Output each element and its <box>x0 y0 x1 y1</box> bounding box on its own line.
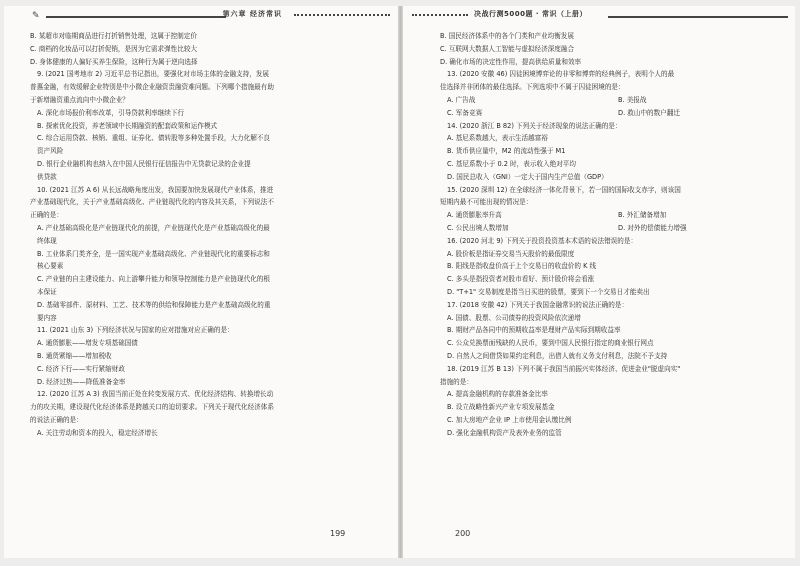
text-line: 12. (2020 江苏 A 3) 我国当前正处在转变发展方式、优化经济结构、转换增长动 <box>37 390 274 399</box>
text-line: D. 身体健康的人偏好买养生保险，这种行为属于逆向选择 <box>30 57 198 66</box>
text-line: 的说法正确的是： <box>30 415 83 424</box>
text-line: D. 自然人之间借贷如果约定利息，出借人就有义务支付利息，法院不予支持 <box>447 351 668 360</box>
text-line: A. 国债、股票、公司债券的投资风险依次递增 <box>447 313 581 322</box>
text-line: B. 货币供应量中，M2 的流动性强于 M1 <box>447 147 566 156</box>
text-line: 终体现 <box>37 236 57 245</box>
text-line: A. 通货膨胀率升高 B. 外汇储备增加 <box>440 209 780 222</box>
text-line: D. "T+1" 交易制度是指当日买进的股票，要到下一个交易日才能卖出 <box>447 287 650 296</box>
text-line: B. 探索优化投资，养老领域中长期融资的配套政策和运作模式 <box>37 121 218 130</box>
text-line: B. 阳线是指收盘价高于上个交易日的收盘价的 K 线 <box>447 262 597 271</box>
option-text: B. 外汇储备增加 <box>618 211 667 220</box>
text-line: B. 国民经济体系中的各个门类和产业均衡发展 <box>440 32 574 40</box>
text-line: 要内容 <box>37 313 57 322</box>
text-line: 核心要素 <box>37 262 64 271</box>
text-line: B. 设立战略性新兴产业专项发展基金 <box>447 403 555 412</box>
text-line: D. 国民总收入（GNI）一定大于国内生产总值（GDP） <box>447 172 608 181</box>
text-line: 本保证 <box>37 287 57 296</box>
text-line: A. 股价板是指证券交易当天股价的最低限度 <box>447 249 575 258</box>
text-line: C. 公民出境人数增加 D. 对外的偿债能力增强 <box>440 222 780 235</box>
text-line: A. 通货膨胀——增发专项基础国债 <box>37 339 138 348</box>
book-title: 决战行测5000题 · 常识（上册） <box>474 10 588 18</box>
text-line: A. 基尼系数越大，表示生活越富裕 <box>447 134 548 143</box>
text-line: D. 强化金融机构资产及表外业务的监管 <box>447 428 562 437</box>
text-line: C. 综合运用贷款、核销、重组、证券化、债转股等多种处置手段，大力化解不良 <box>37 134 270 143</box>
text-line: C. 军备竞赛 D. 救山中的数户翻迁 <box>440 107 780 120</box>
text-line: 措施的是： <box>440 377 473 386</box>
option-text: D. 救山中的数户翻迁 <box>618 108 681 117</box>
text-line: 17. (2018 安徽 42) 下列关于我国金融常识的说法正确的是： <box>447 300 629 309</box>
text-line: 11. (2021 山东 3) 下列经济状况与国家的应对措施对应正确的是： <box>37 326 234 335</box>
text-line: 14. (2020 浙江 B 82) 下列关于经济现象的说法正确的是： <box>447 121 622 130</box>
text-line: 产业基础现代化，关于产业基础高级化、产业链现代化的内容及其关系，下列说法不 <box>30 198 274 207</box>
text-line: A. 产业基础高级化是产业链现代化的前提，产业链现代化是产业基础高级化的最 <box>37 223 270 232</box>
text-line: C. 加大房地产企业 IP 上市使用金认缴比例 <box>447 415 572 424</box>
text-line: 于新增融资重点流向中小微企业？ <box>30 95 129 104</box>
text-line: 供贷款 <box>37 172 57 181</box>
text-line: 10. (2021 江苏 A 6) 从长远战略角度出发，我国要加快发展现代产业体系，推进 <box>37 185 274 194</box>
text-line: 资产风险 <box>37 147 64 156</box>
text-line: 普惠金融，有效缓解企业特别是中小微企业融资贵融资难问题。下列哪个措施最有助 <box>30 83 274 92</box>
text-line: C. 经济下行——实行紧缩财政 <box>37 364 125 373</box>
header-rule <box>608 16 788 18</box>
header-dash <box>294 14 390 17</box>
text-line: A. 关注劳动和资本的投入，稳定经济增长 <box>37 428 158 437</box>
left-page-header <box>32 8 390 22</box>
text-line: C. 互联网大数据人工智能与虚拟经济深度融合 <box>440 44 575 53</box>
text-line: 15. (2020 深圳 12) 在全球经济一体化背景下，若一国的国际收支赤字，则该国 <box>447 185 681 194</box>
text-line: 13. (2020 安徽 46) 囚徒困境博弈论的非零和博弈的经典例子，表明个人的最 <box>447 70 675 79</box>
text-line: A. 提高金融机构的存款准备金比率 <box>447 390 548 399</box>
text-line: 佳选择并非团体的最佳选择。下列选项中不属于囚徒困境的是： <box>440 83 625 92</box>
right-page-header <box>412 8 788 22</box>
option-text: B. 美报战 <box>618 95 647 104</box>
text-line: B. 工业体系门类齐全，是一国实现产业基础高级化、产业链现代化的重要标志和 <box>37 249 270 258</box>
text-line: 18. (2019 江苏 B 13) 下列不属于我国当前振兴实体经济、促进金业"脱虚向实" <box>447 364 681 373</box>
header-rule <box>46 16 226 18</box>
text-line: C. 产业链的自主建设能力、向上游攀升能力和领导控制能力是产业链现代化的根 <box>37 275 270 284</box>
text-line: A. 广告战 B. 美报战 <box>440 94 780 107</box>
chapter-title: 第六章 经济常识 <box>222 10 282 18</box>
text-line: 正确的是： <box>30 211 63 220</box>
text-line: D. 经济过热——降低准备金率 <box>37 377 126 386</box>
text-line: C. 公众兑换票面残缺的人民币，要到中国人民银行指定的商业银行网点 <box>447 339 654 348</box>
text-line: B. 期财产品各同中的预期收益率是理财产品实际到期收益率 <box>447 326 621 335</box>
text-line: 短期内最不可能出现的情况是： <box>440 198 533 207</box>
text-line: C. 商档的化妆品可以打折促销，是因为它需求弹性比较大 <box>30 44 198 53</box>
text-line: D. 银行企业融机构也纳入在中国人民银行征信报告中无贷款记录的企业提 <box>37 159 251 168</box>
page-number: 199 <box>330 529 346 538</box>
text-line: B. 通货紧缩——增加税收 <box>37 351 112 360</box>
right-page-text <box>440 30 780 440</box>
text-line: C. 多头是指投资者对股市看好、预计股价将会看涨 <box>447 275 595 284</box>
text-line: A. 深化市场报价利率改革，引导贷款利率继续下行 <box>37 108 185 117</box>
text-line: 16. (2020 河北 9) 下列关于投资投资基本术语的说法错误的是： <box>447 236 638 245</box>
page-number: 200 <box>455 529 471 538</box>
header-dash <box>412 14 468 17</box>
quill-icon: ✎ <box>32 11 40 21</box>
text-line: B. 某超市对临期商品进行打折销售处理，这属于控制定价 <box>30 32 197 40</box>
text-line: D. 确化市场的决定性作用，提高供给质量和效率 <box>440 57 582 66</box>
left-page-text <box>30 30 376 440</box>
text-line: 力的攻关期，建设现代化经济体系是跨越关口的迫切要求。下列关于现代化经济体系 <box>30 403 274 412</box>
option-text: D. 对外的偿债能力增强 <box>618 223 687 232</box>
text-line: C. 基尼系数小于 0.2 时，表示收入绝对平均 <box>447 159 576 168</box>
text-line: 9. (2021 国考地市 2) 习近平总书记指出，要强化对市场主体的金融支持，发展 <box>37 70 270 79</box>
text-line: D. 基础零部件、原材料、工艺、技术等的供给和保障能力是产业基础高级化的重 <box>37 300 271 309</box>
